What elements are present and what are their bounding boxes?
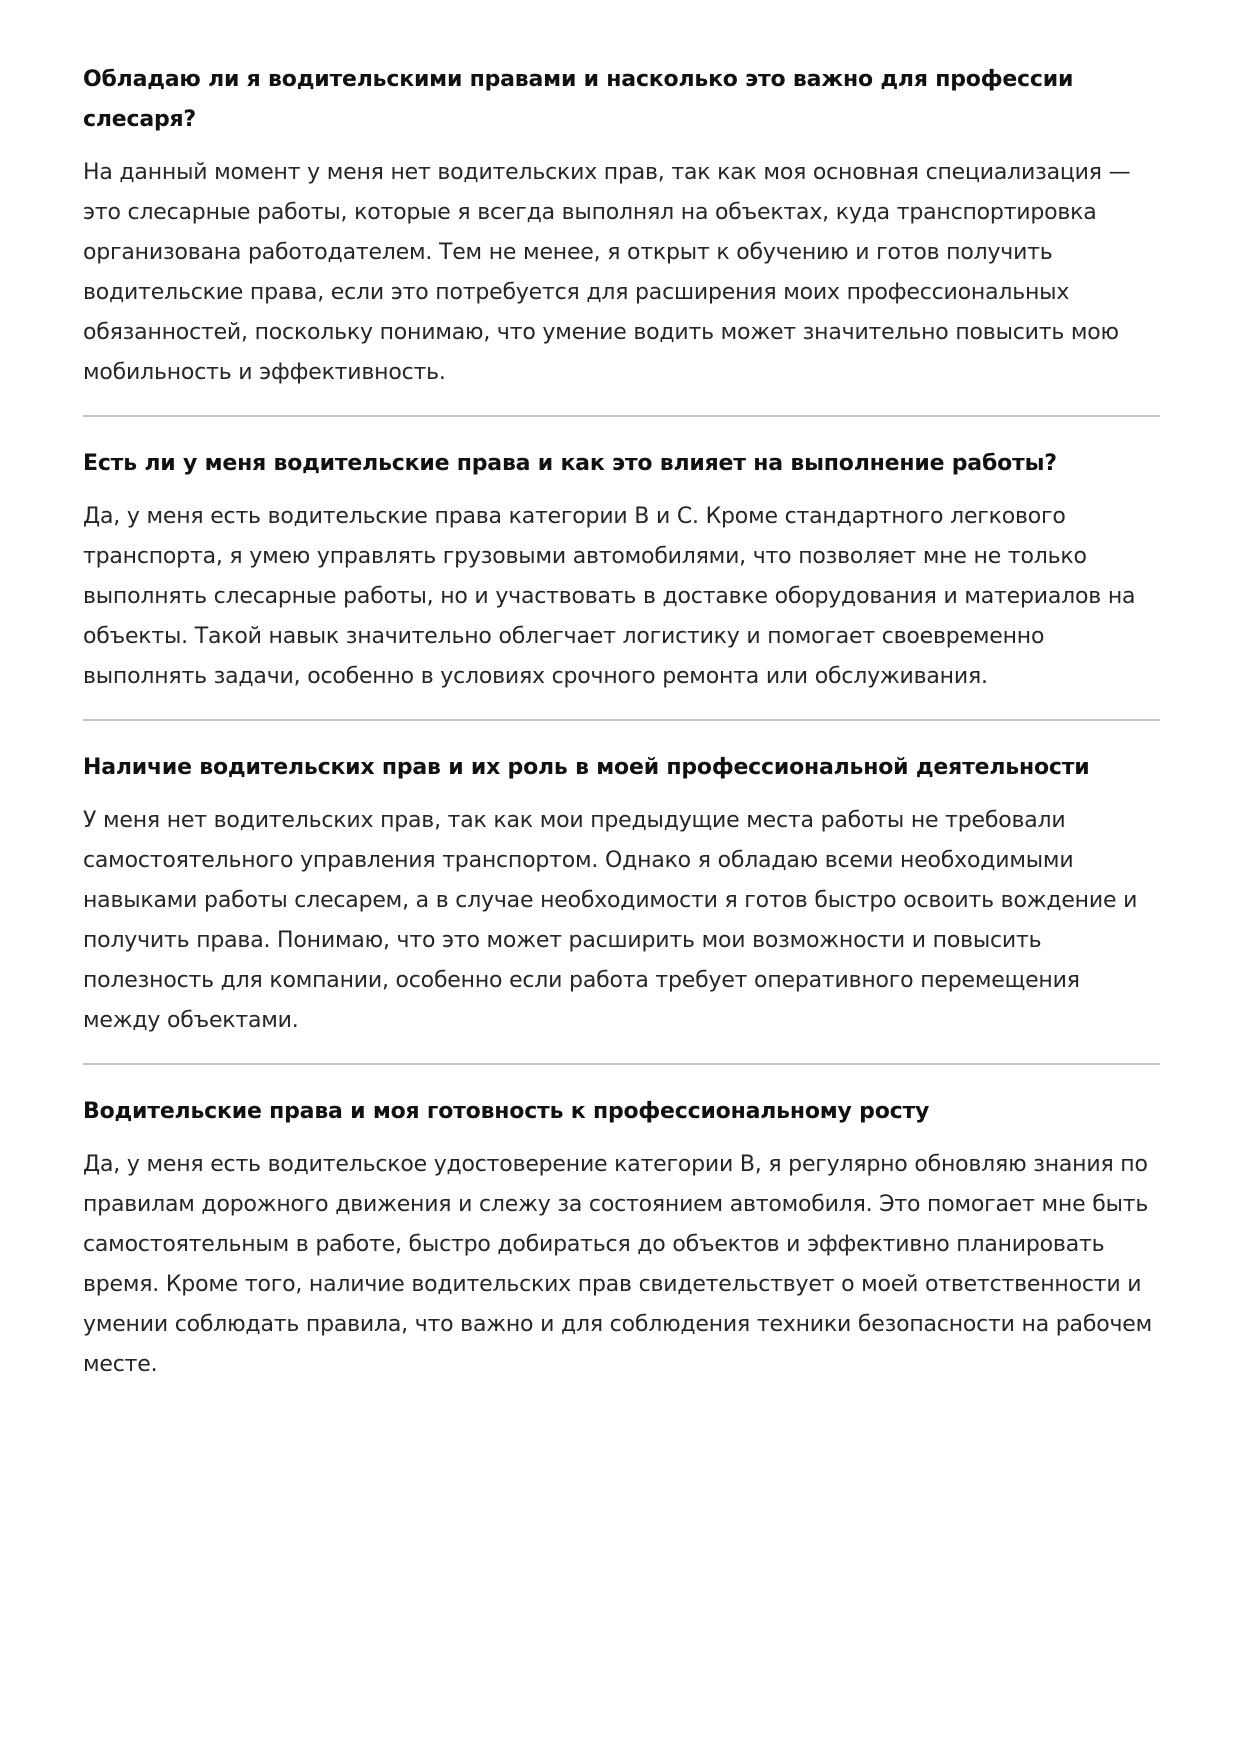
section-divider <box>83 719 1160 721</box>
section-heading: Есть ли у меня водительские права и как это влияет на выполнение работы? <box>83 451 1057 476</box>
section-divider <box>83 415 1160 417</box>
section-heading: Водительские права и моя готовность к профессиональному росту <box>83 1099 930 1124</box>
document-page <box>83 60 1160 1385</box>
section-paragraph: У меня нет водительских прав, так как мои предыдущие места работы не требовали самостоятельного управления транспортом. Однако я обладаю всеми необходимыми навыками работы слесарем, а в случае необходимости я готов быстро освоить вождение и получить права. Понимаю, что это может расширить мои возможности и повысить полезность для компании, особенно если работа требует оперативного перемещения между объектами. <box>83 808 1138 1033</box>
qa-section-3 <box>83 748 1160 1041</box>
qa-section-4 <box>83 1092 1160 1385</box>
section-paragraph: Да, у меня есть водительское удостоверение категории B, я регулярно обновляю знания по правилам дорожного движения и слежу за состоянием автомобиля. Это помогает мне быть самостоятельным в работе, быстро добираться до объектов и эффективно планировать время. Кроме того, наличие водительских прав свидетельствует о моей ответственности и умении соблюдать правила, что важно и для соблюдения техники безопасности на рабочем месте. <box>83 1152 1152 1377</box>
section-heading: Обладаю ли я водительскими правами и насколько это важно для профессии слесаря? <box>83 67 1074 132</box>
section-paragraph: Да, у меня есть водительские права категории B и C. Кроме стандартного легкового транспорта, я умею управлять грузовыми автомобилями, что позволяет мне не только выполнять слесарные работы, но и участвовать в доставке оборудования и материалов на объекты. Такой навык значительно облегчает логистику и помогает своевременно выполнять задачи, особенно в условиях срочного ремонта или обслуживания. <box>83 504 1136 689</box>
section-divider <box>83 1063 1160 1065</box>
qa-section-2 <box>83 444 1160 697</box>
section-heading: Наличие водительских прав и их роль в моей профессиональной деятельности <box>83 755 1090 780</box>
qa-section-1 <box>83 60 1160 393</box>
section-paragraph: На данный момент у меня нет водительских прав, так как моя основная специализация — это слесарные работы, которые я всегда выполнял на объектах, куда транспортировка организована работодателем. Тем не менее, я открыт к обучению и готов получить водительские права, если это потребуется для расширения моих профессиональных обязанностей, поскольку понимаю, что умение водить может значительно повысить мою мобильность и эффективность. <box>83 160 1131 385</box>
